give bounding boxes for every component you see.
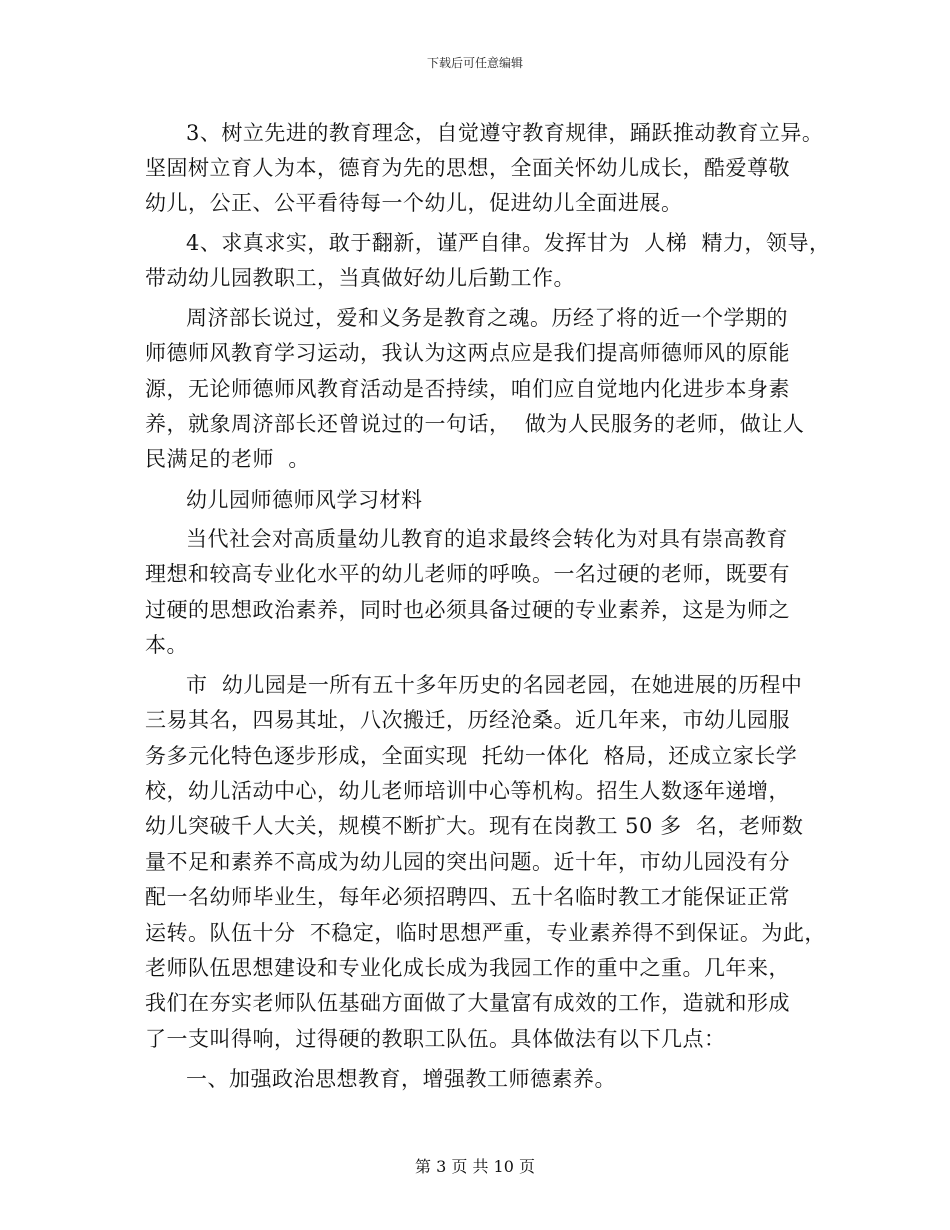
text-line: 了一支叫得响，过得硬的教职工队伍。具体做法有以下几点： — [145, 1027, 726, 1051]
page-footer: 第 3 页 共 10 页 — [415, 1157, 535, 1176]
text-line: 本。 — [145, 633, 188, 657]
text-line: 幼儿突破千人大关，规模不断扩大。现有在岗教工 50 多 名，老师数 — [145, 814, 804, 838]
page-header: 下载后可任意编辑 — [426, 56, 523, 70]
text-line: 当代社会对高质量幼儿教育的追求最终会转化为对具有崇高教育 — [186, 527, 788, 551]
text-line: 市 幼儿园是一所有五十多年历史的名园老园，在她进展的历程中 — [186, 673, 803, 697]
text-line: 坚固树立育人为本，德育为先的思想，全面关怀幼儿成长，酷爱尊敬 — [145, 156, 790, 180]
text-line: 三易其名，四易其址，八次搬迁，历经沧桑。近几年来，市幼儿园服 — [145, 708, 790, 732]
text-line: 养，就象周济部长还曾说过的一句话， 做为人民服务的老师，做让人 — [145, 412, 805, 436]
text-line: 民满足的老师 。 — [145, 447, 310, 471]
text-line: 带动幼儿园教职工，当真做好幼儿后勤工作。 — [145, 266, 575, 290]
text-line: 量不足和素养不高成为幼儿园的突出问题。近十年，市幼儿园没有分 — [145, 850, 790, 874]
text-line: 源，无论师德师风教育活动是否持续，咱们应自觉地内化进步本身素 — [145, 377, 790, 401]
text-line: 一、加强政治思想教育，增强教工师德素养。 — [186, 1067, 616, 1091]
text-line: 理想和较高专业化水平的幼儿老师的呼唤。一名过硬的老师，既要有 — [145, 562, 790, 586]
text-line: 师德师风教育学习运动，我认为这两点应是我们提高师德师风的原能 — [145, 341, 790, 365]
text-line: 幼儿，公正、公平看待每一个幼儿，促进幼儿全面进展。 — [145, 191, 683, 215]
text-line: 过硬的思想政治素养，同时也必须具备过硬的专业素养，这是为师之 — [145, 598, 790, 622]
text-line: 运转。队伍十分 不稳定，临时思想严重，专业素养得不到保证。为此， — [145, 921, 826, 945]
text-line: 老师队伍思想建设和专业化成长成为我园工作的重中之重。几年来， — [145, 956, 790, 980]
text-line: 周济部长说过，爱和义务是教育之魂。历经了将的近一个学期的 — [186, 306, 788, 330]
text-line: 3、树立先进的教育理念，自觉遵守教育规律，踊跃推动教育立异。 — [186, 121, 824, 145]
text-line: 务多元化特色逐步形成，全面实现 托幼一体化 格局，还成立家长学 — [145, 744, 798, 768]
text-line: 4、求真求实，敢于翻新，谨严自律。发挥甘为 人梯 精力，领导， — [186, 231, 831, 255]
text-line: 校，幼儿活动中心，幼儿老师培训中心等机构。招生人数逐年递增， — [145, 779, 790, 803]
text-line: 我们在夯实老师队伍基础方面做了大量富有成效的工作，造就和形成 — [145, 991, 790, 1015]
text-line: 配一名幼师毕业生，每年必须招聘四、五十名临时教工才能保证正常 — [145, 885, 790, 909]
section-title: 幼儿园师德师风学习材料 — [186, 488, 423, 512]
